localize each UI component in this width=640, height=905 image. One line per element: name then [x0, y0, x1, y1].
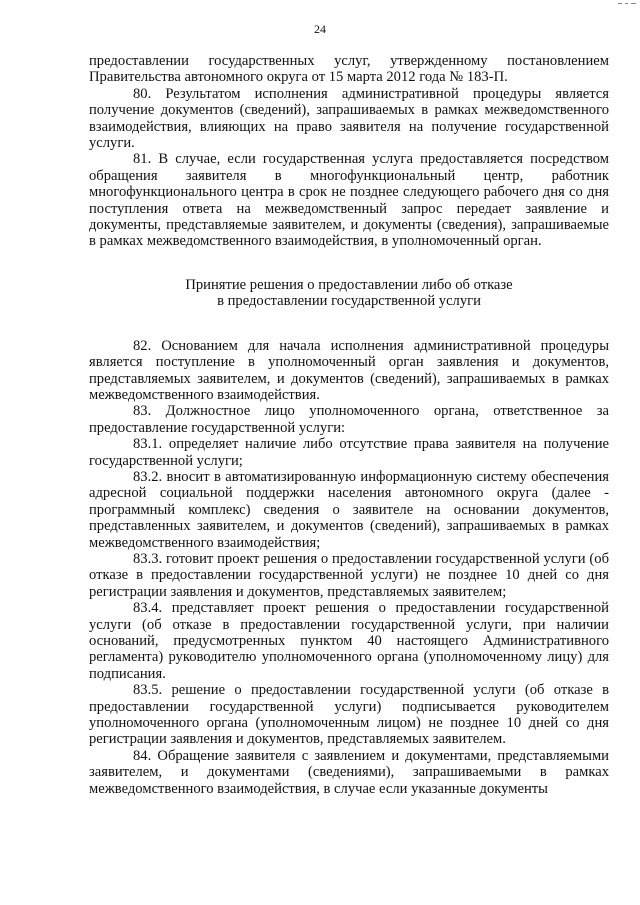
paragraph: 83.1. определяет наличие либо отсутствие права заявителя на получение государственной услуги;	[89, 436, 609, 469]
paragraph: 82. Основанием для начала исполнения административной процедуры является поступление в уполномоченный орган заявления и документов, представляемых заявителем, и документов (сведений), запрашиваемых в рамках межведомственного взаимодействия.	[89, 337, 609, 403]
scan-corner-mark	[614, 0, 640, 9]
paragraph: 84. Обращение заявителя с заявлением и документами, представляемыми заявителем, и документами (сведениями), запрашиваемыми в рамках межведомственного взаимодействия, в случае если указанные документы	[89, 747, 609, 797]
paragraph: 83.3. готовит проект решения о предоставлении государственной услуги (об отказе в предоставлении государственной услуги) не позднее 10 дней со дня регистрации заявления и документов, представляемых заявителем;	[89, 550, 609, 600]
paragraph: 83.2. вносит в автоматизированную информационную систему обеспечения адресной социальной поддержки населения автономного округа (далее - программный комплекс) сведения о заявителе на основании документов, представленных заявителем, и документов (сведений), запрашиваемых в рамках межведомственного взаимодействия;	[89, 468, 609, 551]
section-heading-line-1: Принятие решения о предоставлении либо об отказе	[185, 276, 513, 293]
page-number: 24	[314, 22, 326, 36]
paragraphs-after-heading	[89, 338, 609, 797]
paragraph: 83.4. представляет проект решения о предоставлении государственной услуги (об отказе в предоставлении государственной услуги, при наличии оснований, предусмотренных пунктом 40 настоящего Административного регламента) руководителю уполномоченного органа (уполномоченному лицу) для подписания.	[89, 600, 609, 682]
paragraphs-before-heading	[89, 53, 609, 250]
paragraph: 80. Результатом исполнения административной процедуры является получение документов (сведений), запрашиваемых в рамках межведомственного взаимодействия, влияющих на право заявителя на получение государственной услуги.	[89, 85, 609, 152]
paragraph: 83. Должностное лицо уполномоченного органа, ответственное за предоставление государственной услуги:	[89, 403, 609, 436]
paragraph: предоставлении государственных услуг, утвержденному постановлением Правительства автономного округа от 15 марта 2012 года № 183-П.	[89, 53, 609, 86]
paragraph: 81. В случае, если государственная услуга предоставляется посредством обращения заявителя в многофункциональный центр, работник многофункционального центра в срок не позднее следующего рабочего дня со дня поступления ответа на межведомственный запрос передает заявление и документы, представляемые заявителем, и документы (сведения), запрашиваемые в рамках межведомственного взаимодействия, в уполномоченный орган.	[89, 151, 609, 250]
paragraph: 83.5. решение о предоставлении государственной услуги (об отказе в предоставлении государственной услуги) подписывается руководителем уполномоченного органа (уполномоченным лицом) не позднее 10 дней со дня регистрации заявления и документов, представляемых заявителем.	[89, 682, 609, 748]
section-heading-line-2: в предоставлении государственной услуги	[217, 293, 481, 310]
section-heading	[89, 277, 609, 310]
document-body	[89, 53, 609, 797]
